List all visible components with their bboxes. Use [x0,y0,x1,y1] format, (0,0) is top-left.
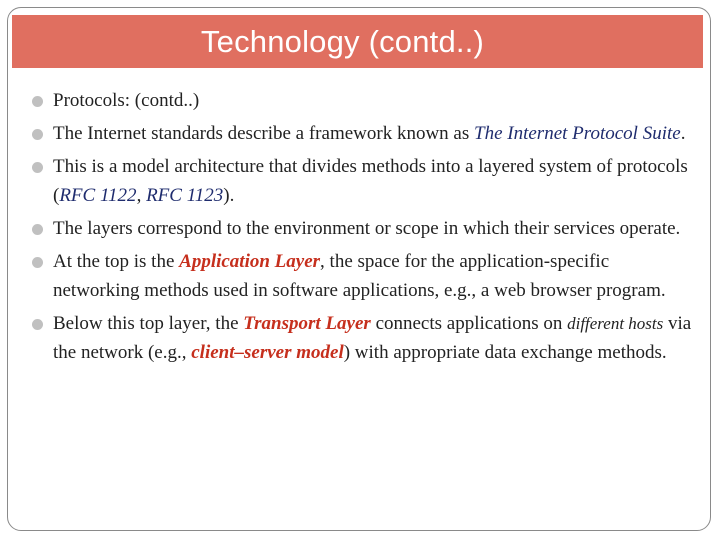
bullet-text: This is a model architecture that divides methods into a layered system of protocols ( [53,156,688,206]
emphasis-text: Transport Layer [243,313,371,334]
bullet-item [32,309,698,367]
bullet-text: connects applications on [370,313,568,334]
bullet-text: ). [223,185,235,206]
bullet-dot-icon [32,224,43,235]
bullet-text: , [136,185,147,206]
emphasis-text: client–server model [191,342,344,363]
bullet-text: ) with appropriate data exchange methods. [343,342,667,363]
bullet-dot-icon [32,129,43,140]
rfc-reference: RFC 1123 [146,185,224,206]
bullet-item [32,119,698,148]
bullet-dot-icon [32,319,43,330]
bullet-dot-icon [32,257,43,268]
bullet-text: The Internet standards describe a framework known as [53,123,475,144]
title-bar [12,15,703,68]
bullet-dot-icon [32,96,43,107]
bullet-item [32,214,698,243]
bullet-text: , the space for the application-specific networking methods used in software applications, e.g., a web browser program. [53,251,666,301]
bullet-text: The layers correspond to the environment or scope in which their services operate. [53,218,681,239]
bullet-text: . [680,123,686,144]
italic-text: different hosts [567,314,664,333]
bullet-list [32,86,698,371]
bullet-item [32,152,698,210]
bullet-text: Protocols: (contd..) [53,90,200,111]
emphasis-text: Application Layer [179,251,321,272]
rfc-reference: RFC 1122 [59,185,137,206]
bullet-item [32,86,698,115]
bullet-dot-icon [32,162,43,173]
bullet-item [32,247,698,305]
bullet-text: At the top is the [53,251,180,272]
emphasis-text: The Internet Protocol Suite [474,123,681,144]
slide-title: Technology (contd..) [200,23,485,59]
bullet-text: via the network (e.g., [53,313,692,363]
bullet-text: Below this top layer, the [53,313,244,334]
